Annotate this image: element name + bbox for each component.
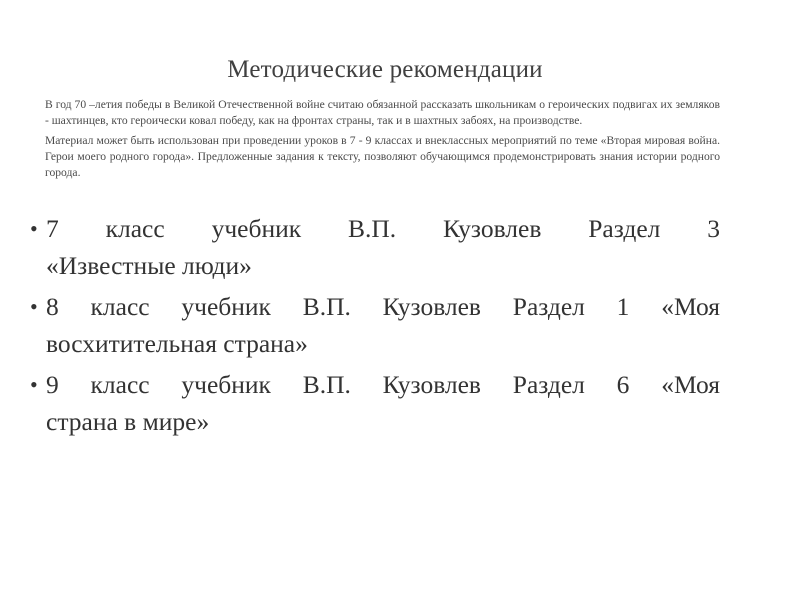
list-item-grade-8 [30,288,720,362]
list-item-line: «Известные люди» [46,251,252,280]
grade-list [30,210,720,444]
slide-title: Методические рекомендации [227,56,543,83]
list-item-grade-7 [30,210,720,284]
bullet-icon: • [30,372,38,397]
list-item-grade-9 [30,366,720,440]
bullet-icon: • [30,216,38,241]
intro-paragraph-1: В год 70 –летия победы в Великой Отечественной войне считаю обязанной рассказать школьникам о героических подвигах их земляков - шахтинцев, кто героически ковал победу, как на фронтах страны, так и в шахтных забоях, на производстве. [45,98,720,127]
list-item-line: 9 класс учебник В.П. Кузовлев Раздел 6 «Моя [46,370,720,399]
list-item-line: 7 класс учебник В.П. Кузовлев Раздел 3 [46,214,720,243]
list-item-line: восхитительная страна» [46,329,308,358]
list-item-line: страна в мире» [46,407,210,436]
intro-text [45,97,720,185]
list-item-line: 8 класс учебник В.П. Кузовлев Раздел 1 «Моя [46,292,720,321]
bullet-icon: • [30,294,38,319]
intro-paragraph-2: Материал может быть использован при проведении уроков в 7 - 9 классах и внеклассных мероприятий по теме «Вторая мировая война. Герои моего родного города». Предложенные задания к тексту, позволяют обучающимся продемонстрировать знания истории родного города. [45,134,720,179]
